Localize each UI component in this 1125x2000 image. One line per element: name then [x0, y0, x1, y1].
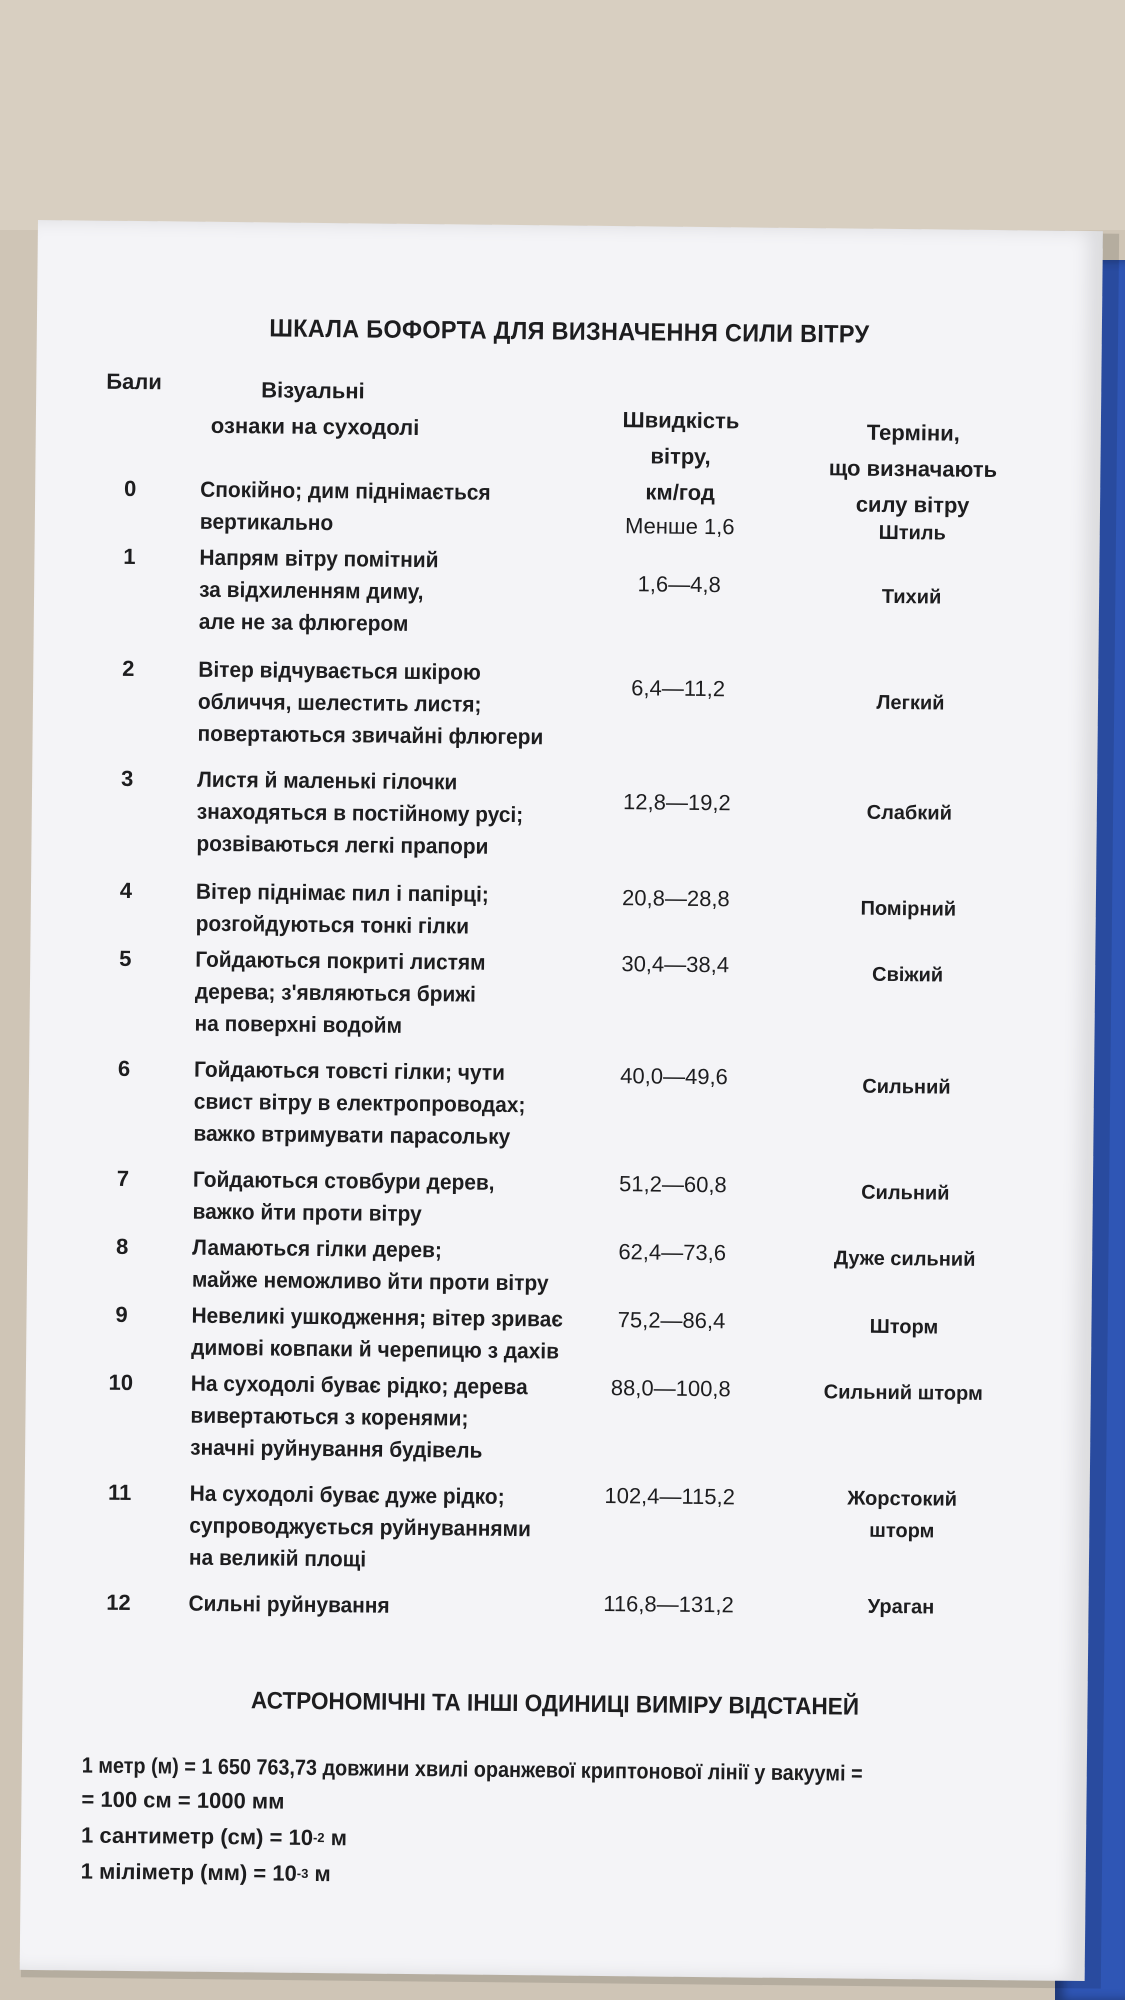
- row-speed: 40,0—49,6: [620, 1063, 729, 1090]
- row-number: 4: [119, 877, 133, 904]
- desk-surface: [0, 0, 1125, 230]
- row-number: 8: [116, 1233, 129, 1260]
- page-title: ШКАЛА БОФОРТА ДЛЯ ВИЗНАЧЕННЯ СИЛИ ВІТРУ: [269, 314, 870, 349]
- cm-unit: м: [324, 1825, 348, 1851]
- row-description: Сильні руйнування: [188, 1590, 390, 1618]
- row-speed: 88,0—100,8: [610, 1375, 731, 1402]
- row-term: Сильний: [862, 1075, 951, 1099]
- scale-row-5: [30, 942, 1095, 1038]
- header-visual-line2: ознаки на суходолі: [210, 412, 420, 441]
- scale-row-9: [27, 1298, 1092, 1364]
- row-term: Дуже сильний: [833, 1247, 976, 1271]
- row-description: Гойдаються стовбури дерев, важко йти проти вітру: [192, 1166, 495, 1227]
- row-number: 11: [107, 1479, 132, 1506]
- scale-row-2: [33, 652, 1098, 750]
- row-term: Ураган: [867, 1595, 935, 1619]
- header-visual-line1: Візуальні: [261, 377, 365, 404]
- meter-equivalence: = 100 см = 1000 мм: [81, 1786, 285, 1814]
- book-page: [20, 220, 1103, 1981]
- header-speed-line3: км/год: [645, 479, 716, 506]
- scale-row-7: [28, 1162, 1093, 1227]
- row-term: Штиль: [878, 521, 946, 545]
- row-description: Ламаються гілки дерев; майже неможливо йти проти вітру: [191, 1234, 549, 1296]
- cm-prefix: 1 сантиметр (см) = 10: [80, 1822, 314, 1850]
- row-speed: 51,2—60,8: [618, 1171, 727, 1198]
- row-number: 1: [123, 543, 136, 570]
- row-term: Свіжий: [871, 963, 944, 987]
- meter-definition: 1 метр (м) = 1 650 763,73 довжини хвилі оранжевої криптонової лінії у вакуумі =: [81, 1752, 863, 1786]
- scale-row-6: [29, 1052, 1094, 1149]
- row-description: Вітер піднімає пил і папірці; розгойдуються тонкі гілки: [195, 878, 489, 939]
- header-points: Бали: [106, 368, 163, 395]
- row-term: Тихий: [881, 585, 942, 609]
- row-speed: 102,4—115,2: [604, 1483, 736, 1510]
- row-number: 7: [116, 1165, 130, 1192]
- row-number: 2: [122, 655, 135, 682]
- row-description: Напрям вітру помітний за відхиленням диму, але не за флюгером: [198, 544, 439, 636]
- row-number: 5: [119, 945, 132, 972]
- row-description: Вітер відчувається шкірою обличчя, шелестить листя; повертаються звичайні флюгери: [197, 656, 544, 750]
- mm-unit: м: [308, 1860, 331, 1887]
- row-term: Легкий: [876, 691, 945, 715]
- row-description: Гойдаються товсті гілки; чути свист вітру в електропроводах; важко втримувати парасольку: [193, 1056, 526, 1149]
- scale-row-3: [32, 762, 1097, 859]
- scale-row-12: [24, 1586, 1089, 1619]
- row-term: Сильний шторм: [823, 1381, 983, 1405]
- header-speed-line1: Швидкість: [622, 407, 740, 434]
- row-term: Жорстокий шторм: [847, 1487, 958, 1543]
- row-number: 6: [117, 1055, 131, 1082]
- row-term: Слабкий: [866, 801, 953, 825]
- row-speed: 20,8—28,8: [621, 885, 730, 912]
- row-term: Шторм: [869, 1315, 939, 1339]
- row-speed: 62,4—73,6: [618, 1239, 727, 1266]
- scale-row-8: [27, 1230, 1092, 1296]
- centimeter-definition: [81, 1821, 347, 1854]
- row-number: 0: [123, 475, 137, 502]
- cm-exponent: -2: [312, 1829, 325, 1846]
- row-description: Гойдаються покриті листям дерева; з'являються брижі на поверхні водойм: [194, 946, 486, 1038]
- header-speed-line2: вітру,: [650, 443, 711, 470]
- row-speed: 30,4—38,4: [621, 951, 730, 978]
- header-terms-line3: силу вітру: [855, 491, 970, 518]
- row-description: На суходолі буває рідко; дерева вивертаються з коренями; значні руйнування будівель: [190, 1370, 528, 1463]
- row-description: На суходолі буває дуже рідко; супроводжується руйнуваннями на великій площі: [188, 1480, 532, 1572]
- row-speed: 1,6—4,8: [637, 571, 721, 598]
- row-term: Сильний: [861, 1181, 950, 1205]
- row-speed: 116,8—131,2: [603, 1590, 734, 1618]
- row-speed: 6,4—11,2: [631, 675, 726, 702]
- row-speed: 12,8—19,2: [622, 789, 731, 816]
- scale-row-4: [31, 874, 1096, 939]
- row-speed: Менше 1,6: [624, 513, 735, 540]
- row-term: Помірний: [860, 897, 957, 921]
- row-description: Листя й маленькі гілочки знаходяться в постійному русі; розвіваються легкі прапори: [196, 766, 524, 859]
- row-number: 9: [115, 1301, 128, 1327]
- row-speed: 75,2—86,4: [617, 1307, 726, 1334]
- row-description: Спокійно; дим піднімається вертикально: [199, 476, 491, 536]
- units-title: АСТРОНОМІЧНІ ТА ІНШІ ОДИНИЦІ ВИМІРУ ВІДСТАНЕЙ: [250, 1687, 860, 1721]
- row-number: 10: [108, 1369, 134, 1396]
- row-number: 12: [106, 1589, 131, 1616]
- header-terms-line2: що визначають: [828, 455, 998, 483]
- millimeter-definition: [81, 1857, 331, 1890]
- row-number: 3: [120, 765, 134, 792]
- mm-exponent: -3: [296, 1865, 309, 1881]
- mm-prefix: 1 міліметр (мм) = 10: [80, 1858, 297, 1886]
- scale-row-11: [25, 1476, 1090, 1572]
- scale-row-10: [26, 1366, 1091, 1463]
- row-description: Невеликі ушкодження; вітер зриває димові ковпаки й черепицю з дахів: [191, 1302, 563, 1364]
- header-terms-line1: Терміни,: [866, 419, 960, 446]
